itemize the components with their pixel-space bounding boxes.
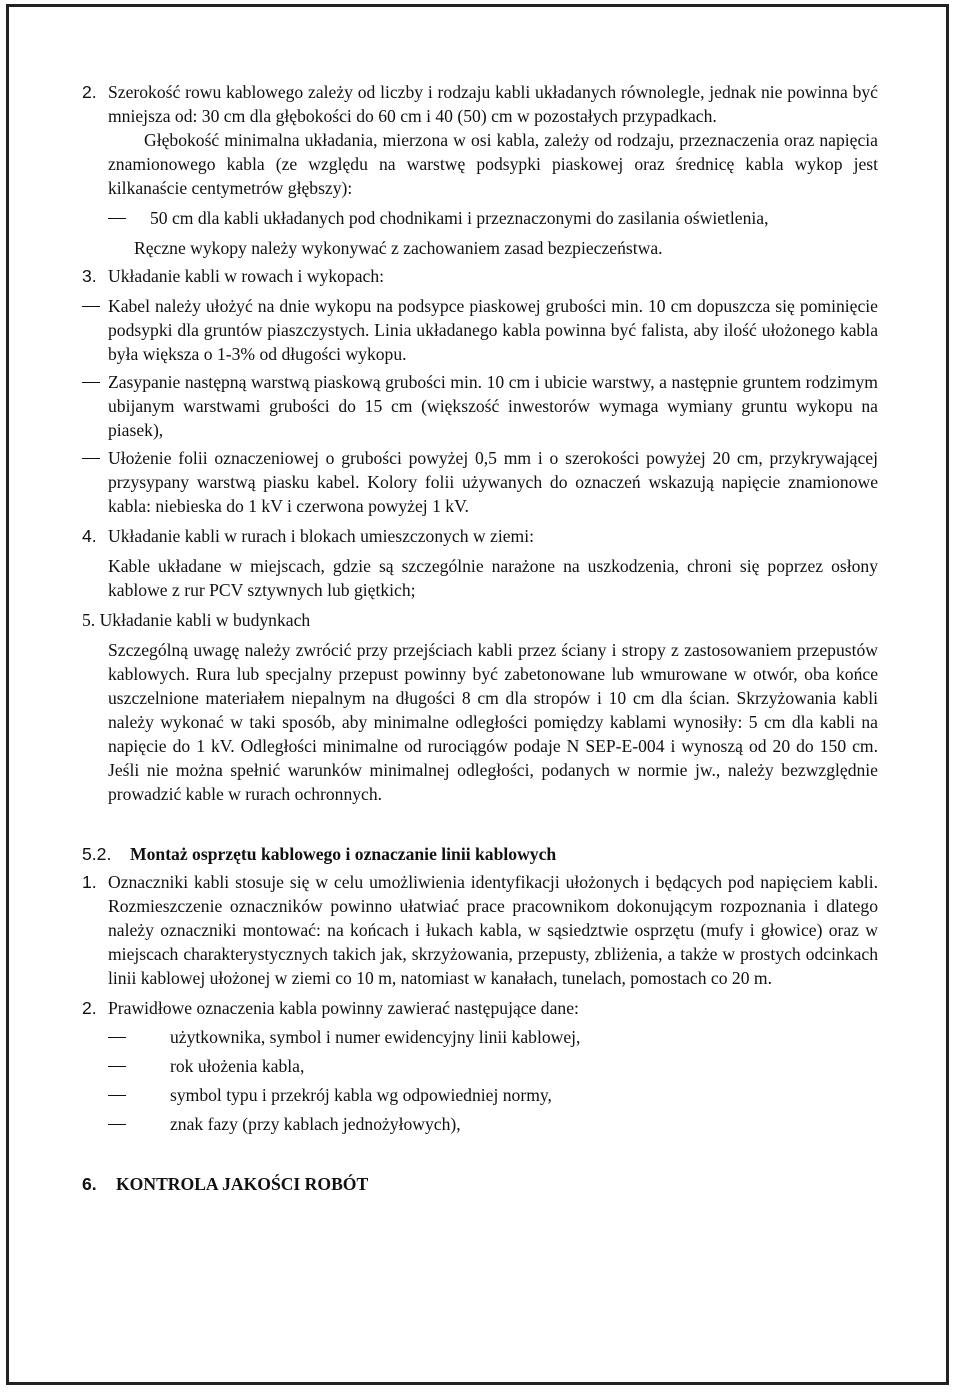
- marking-item-2: rok ułożenia kabla,: [170, 1056, 305, 1076]
- section-3-item: [82, 370, 878, 442]
- section-3-heading: [82, 264, 878, 288]
- section-2-body: [108, 80, 878, 260]
- dash-bullet: [82, 1054, 170, 1078]
- section-2: [82, 80, 878, 260]
- section-5-body: Szczególną uwagę należy zwrócić przy przejściach kabli przez ściany i stropy z zastosowaniem przepustów kablowych. Rura lub specjalny przepust powinny być zabetonowane lub wmurowane w otwór, oba końce uszczelnione materiałem niepalnym na długości 8 cm dla stropów i 10 cm dla ścian. Skrzyżowania kabli należy wykonać w taki sposób, aby minimalne odległości pomiędzy kablami wynosiły: 5 cm dla kabli na napięcie do 1 kV. Odległości minimalne od rurociągów podaje N SEP-E-004 i wynoszą od 20 do 150 cm. Jeśli nie można spełnić warunków minimalnej odległości, podanych w normie jw., należy bezwzględnie prowadzić kable w rurach ochronnych.: [108, 640, 878, 804]
- dash-bullet: [108, 206, 134, 230]
- point-2-number: 2.: [82, 998, 97, 1018]
- section-3-number: 3.: [82, 266, 97, 286]
- section-4-heading: [82, 524, 878, 548]
- section-2-dash-item: [108, 206, 878, 230]
- dash-bullet: [82, 446, 108, 518]
- section-3-item: [82, 294, 878, 366]
- section-2-manual: Ręczne wykopy należy wykonywać z zachowaniem zasad bezpieczeństwa.: [134, 238, 663, 258]
- section-6-title: KONTROLA JAKOŚCI ROBÓT: [116, 1174, 369, 1194]
- section-2-intro: Szerokość rowu kablowego zależy od liczby i rodzaju kabli układanych równolegle, jednak nie powinna być mniejsza od: 30 cm dla głębokości do 60 cm i 40 (50) cm w pozostałych przypadkach.: [108, 82, 878, 126]
- dash-bullet: [82, 1112, 170, 1136]
- section-5-2-point-2: [82, 996, 878, 1020]
- section-5-2-title: Montaż osprzętu kablowego i oznaczanie linii kablowych: [130, 844, 557, 864]
- dash-bullet: [82, 1025, 170, 1049]
- dash-bullet: [82, 294, 108, 366]
- dash-bullet: [82, 370, 108, 442]
- section-5-2-number: 5.2.: [82, 844, 112, 864]
- section-3-item-2: Zasypanie następną warstwą piaskową grubości min. 10 cm i ubicie warstwy, a następnie gruntem rodzimym ubijanym warstwami grubości do 15 cm (większość inwestorów wymaga wymiany gruntu wykopu na piasek),: [108, 372, 878, 440]
- point-1-text: Oznaczniki kabli stosuje się w celu umożliwienia identyfikacji ułożonych i będących pod napięciem kabli. Rozmieszczenie oznaczników powinno ułatwiać prace pracownikom dokonującym rozpoznania i dlatego należy oznaczniki montować: na końcach i łukach kabla, w sąsiedztwie osprzętu (mufy i głowice) oraz w miejscach charakterystycznych takich jak, skrzyżowania, przepusty, zbliżenia, a także w prostych odcinkach linii kablowej ułożonej w ziemi co 10 m, natomiast w kanałach, tunelach, pomostach co 20 m.: [108, 872, 878, 988]
- section-2-dash-text: 50 cm dla kabli układanych pod chodnikami i przeznaczonymi do zasilania oświetlenia,: [150, 208, 769, 228]
- section-4-number: 4.: [82, 526, 97, 546]
- section-4-body: Kable układane w miejscach, gdzie są szczególnie narażone na uszkodzenia, chroni się poprzez osłony kablowe z rur PCV sztywnych lub giętkich;: [108, 556, 878, 600]
- marking-list-item: [82, 1025, 878, 1049]
- marking-item-1: użytkownika, symbol i numer ewidencyjny linii kablowej,: [170, 1027, 581, 1047]
- marking-list-item: [82, 1083, 878, 1107]
- section-5-2-heading: [82, 842, 878, 866]
- section-3-item-1: Kabel należy ułożyć na dnie wykopu na podsypce piaskowej grubości min. 10 cm dopuszcza się pominięcie podsypki dla gruntów piaszczystych. Linia układanego kabla powinna być falista, aby ilość ułożonego kabla była większa o 1-3% od długości wykopu.: [108, 296, 878, 364]
- section-3-item: [82, 446, 878, 518]
- marking-list-item: [82, 1112, 878, 1136]
- section-3-item-3: Ułożenie folii oznaczeniowej o grubości powyżej 0,5 mm i o szerokości powyżej 20 cm, przykrywającej przysypany warstwą piasku kabel. Kolory folii używanych do oznaczeń wskazują napięcie znamionowe kabla: niebieska do 1 kV i czerwona powyżej 1 kV.: [108, 448, 878, 516]
- section-6-number: 6.: [82, 1174, 97, 1194]
- section-6-heading: [82, 1172, 878, 1196]
- section-3-title: Układanie kabli w rowach i wykopach:: [108, 266, 385, 286]
- dash-bullet: [82, 1083, 170, 1107]
- document-content: [82, 80, 878, 1196]
- section-2-depth: Głębokość minimalna układania, mierzona w osi kabla, zależy od rodzaju, przeznaczenia oraz napięcia znamionowego kabla (ze względu na warstwę podsypki piaskowej oraz średnicę kabla wykop jest kilkanaście centymetrów głębszy):: [108, 130, 878, 198]
- marking-list-item: [82, 1054, 878, 1078]
- section-5-title: 5. Układanie kabli w budynkach: [82, 610, 311, 630]
- marking-item-3: symbol typu i przekrój kabla wg odpowiedniej normy,: [170, 1085, 552, 1105]
- section-2-number: 2.: [82, 82, 97, 102]
- section-5-2-point-1: [82, 870, 878, 990]
- section-4-title: Układanie kabli w rurach i blokach umieszczonych w ziemi:: [108, 526, 535, 546]
- point-2-text: Prawidłowe oznaczenia kabla powinny zawierać następujące dane:: [108, 998, 579, 1018]
- marking-item-4: znak fazy (przy kablach jednożyłowych),: [170, 1114, 461, 1134]
- point-1-number: 1.: [82, 872, 97, 892]
